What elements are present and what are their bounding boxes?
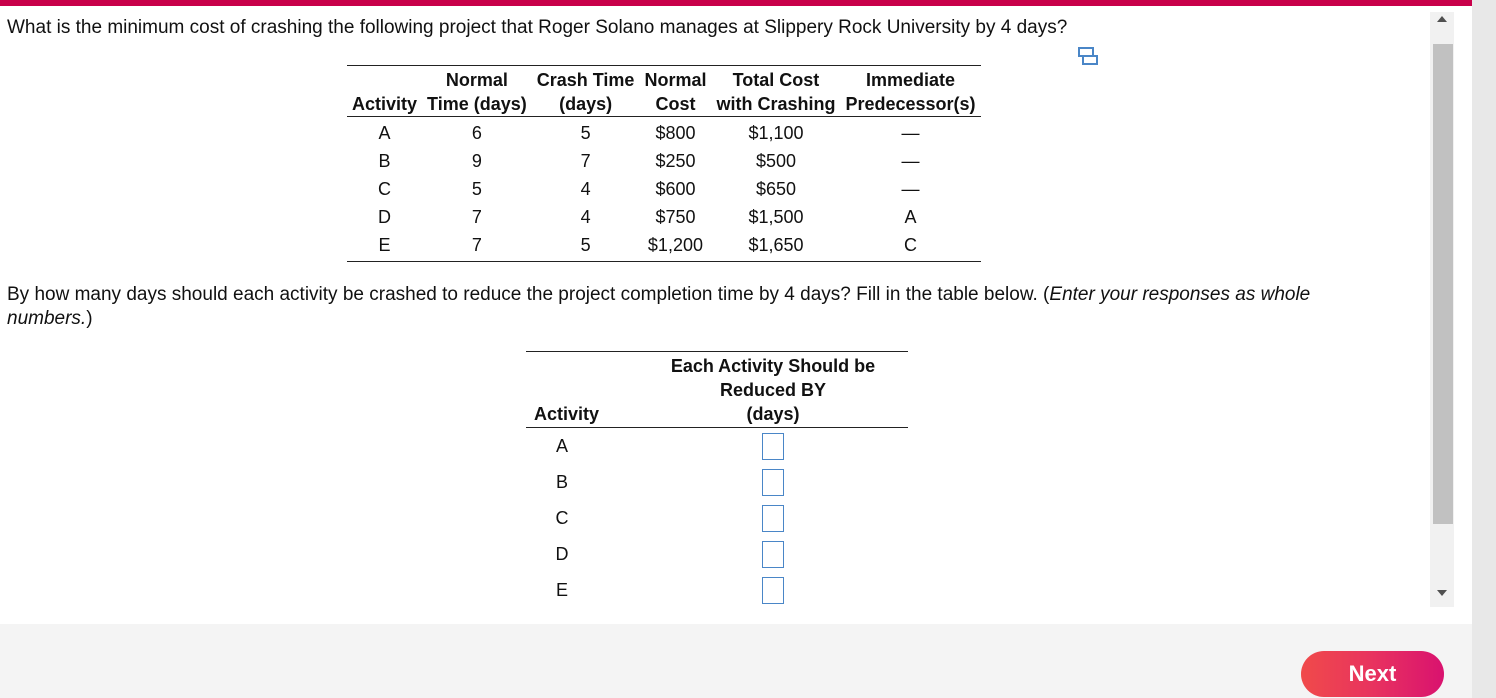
cell-predecessors: — (901, 151, 920, 171)
answer-row (526, 536, 908, 572)
table-header-row (347, 66, 981, 117)
answer-row (526, 464, 908, 500)
reduce-days-input-a[interactable] (762, 433, 784, 460)
answer-header-row (526, 352, 908, 428)
answer-row (526, 500, 908, 536)
cell-normal-cost: $800 (655, 123, 696, 143)
reduce-days-input-c[interactable] (762, 505, 784, 532)
cell-total-cost: $650 (755, 179, 796, 199)
cell-normal-time: 5 (471, 179, 482, 199)
cell-normal-cost: $600 (655, 179, 696, 199)
reduce-days-input-b[interactable] (762, 469, 784, 496)
header-total-cost-crashing: Total Cost with Crashing (711, 66, 840, 117)
table-row (347, 117, 981, 148)
scrollbar-thumb[interactable] (1433, 44, 1453, 524)
question-text: What is the minimum cost of crashing the following project that Roger Solano manages at Slippery Rock University by 4 days? (7, 17, 1068, 38)
reduce-days-input-e[interactable] (762, 577, 784, 604)
cell-predecessors: A (904, 207, 917, 227)
table-row (347, 203, 981, 231)
answer-header-activity: Activity (526, 352, 638, 428)
table-row (347, 231, 981, 262)
table-row (347, 147, 981, 175)
table-row (347, 175, 981, 203)
header-predecessors: Immediate Predecessor(s) (840, 66, 980, 117)
cell-total-cost: $500 (755, 151, 796, 171)
cell-normal-cost: $750 (655, 207, 696, 227)
answer-activity-label: E (555, 579, 568, 600)
answer-table (526, 351, 908, 608)
cell-normal-time: 7 (471, 207, 482, 227)
cell-crash-time: 5 (532, 231, 640, 262)
answer-cell (638, 500, 908, 536)
cell-activity: D (378, 207, 392, 227)
answer-row (526, 572, 908, 608)
answer-cell (638, 536, 908, 572)
cell-crash-time: 5 (580, 123, 591, 143)
cell-total-cost: $1,100 (748, 123, 804, 143)
cell-crash-time: 4 (580, 179, 591, 199)
answer-cell (638, 464, 908, 500)
answer-header-reduce: Each Activity Should be Reduced BY (days) (638, 352, 908, 428)
instructions-hint: Enter your responses as whole numbers. (7, 284, 1311, 329)
cell-normal-cost: $250 (655, 151, 696, 171)
print-icon[interactable] (1075, 46, 1099, 66)
header-crash-time: Crash Time (days) (532, 66, 640, 117)
project-data-table (347, 65, 981, 262)
cell-predecessors: — (901, 123, 920, 143)
cell-normal-time: 6 (471, 123, 482, 143)
answer-row (526, 428, 908, 465)
next-button[interactable]: Next (1301, 651, 1444, 697)
answer-activity-label: A (555, 435, 568, 456)
answer-activity-label: C (555, 507, 569, 528)
cell-activity: C (378, 179, 392, 199)
cell-predecessors: — (901, 179, 920, 199)
footer-bar (0, 624, 1472, 698)
cell-normal-time: 9 (471, 151, 482, 171)
cell-crash-time: 7 (580, 151, 591, 171)
cell-total-cost: $1,650 (711, 231, 840, 262)
question-area (0, 6, 1430, 624)
header-activity: Activity (347, 66, 422, 117)
answer-activity-label: D (555, 543, 569, 564)
cell-activity: A (378, 123, 391, 143)
scroll-down-arrow-icon[interactable] (1437, 590, 1447, 596)
cell-crash-time: 4 (580, 207, 591, 227)
header-normal-time: Normal Time (days) (422, 66, 532, 117)
answer-activity-label: B (555, 471, 568, 492)
answer-cell (638, 428, 908, 465)
cell-activity: B (378, 151, 391, 171)
right-rail (1472, 0, 1496, 698)
cell-normal-cost: $1,200 (639, 231, 711, 262)
reduce-days-input-d[interactable] (762, 541, 784, 568)
answer-cell (638, 572, 908, 608)
cell-total-cost: $1,500 (748, 207, 804, 227)
cell-activity: E (347, 231, 422, 262)
instructions-text: By how many days should each activity be crashed to reduce the project completion time by 4 days? Fill in the table below. (Enter your responses as whole numbers.) (7, 284, 1311, 329)
header-normal-cost: Normal Cost (639, 66, 711, 117)
cell-normal-time: 7 (422, 231, 532, 262)
cell-predecessors: C (840, 231, 980, 262)
scroll-up-arrow-icon[interactable] (1437, 16, 1447, 22)
